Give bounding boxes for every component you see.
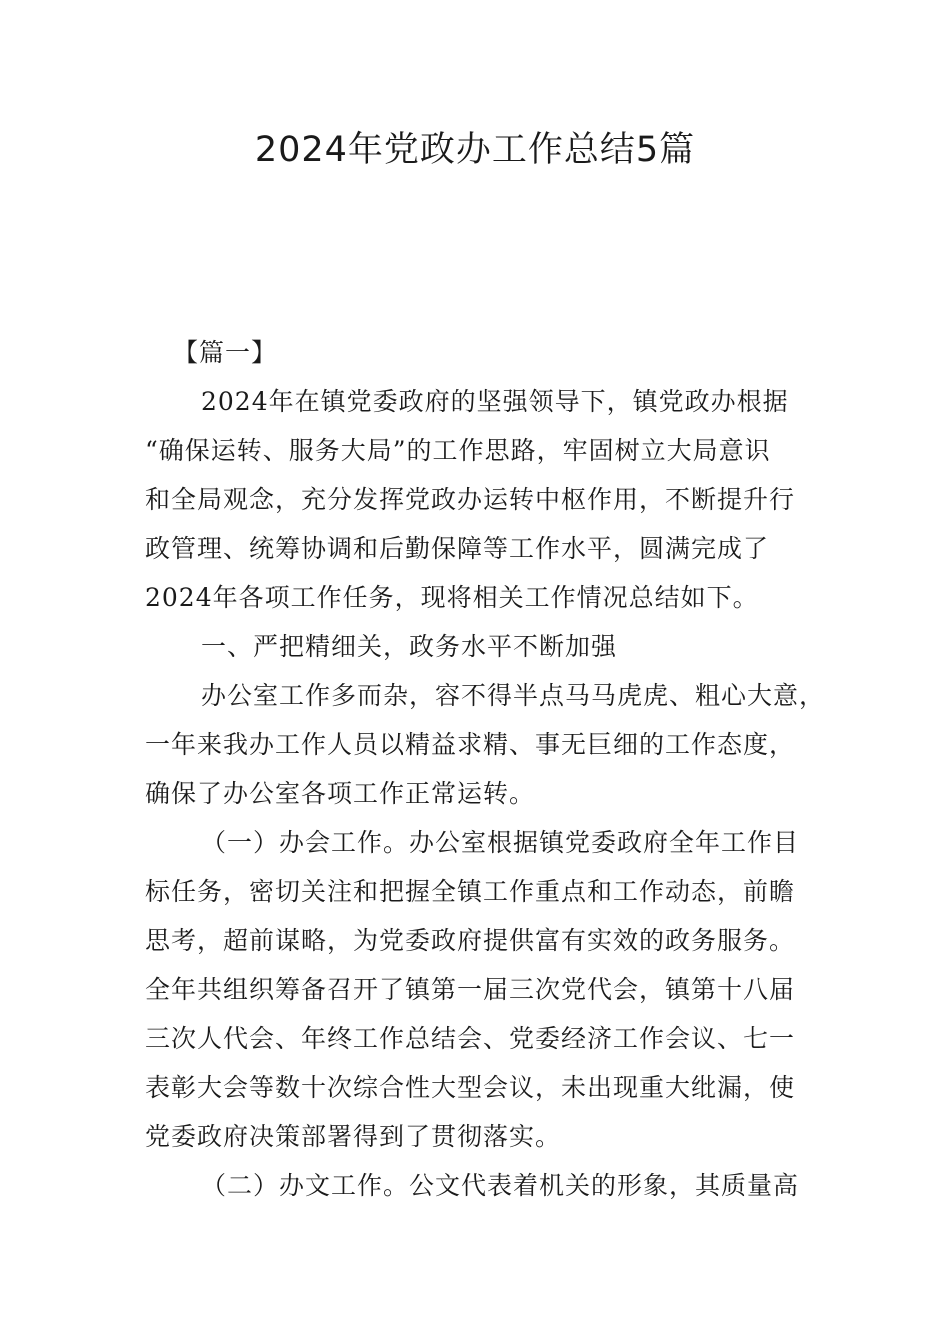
document-body <box>145 328 826 1210</box>
text-line: 全年共组织筹备召开了镇第一届三次党代会，镇第十八届 <box>145 975 796 1004</box>
text-line: 思考，超前谋略，为党委政府提供富有实效的政务服务。 <box>145 926 796 955</box>
text-line: 2024年在镇党委政府的坚强领导下，镇党政办根据 <box>201 387 789 416</box>
text-line: 三次人代会、年终工作总结会、党委经济工作会议、七一 <box>145 1024 796 1053</box>
text-line: （二）办文工作。公文代表着机关的形象，其质量高 <box>201 1171 800 1200</box>
text-line: 表彰大会等数十次综合性大型会议，未出现重大纰漏，使 <box>145 1073 796 1102</box>
text-line: （一）办会工作。办公室根据镇党委政府全年工作目 <box>201 828 800 857</box>
text-line: 一、严把精细关，政务水平不断加强 <box>201 632 618 661</box>
text-line: 政管理、统筹协调和后勤保障等工作水平，圆满完成了 <box>145 534 770 563</box>
text-line: “确保运转、服务大局”的工作思路，牢固树立大局意识 <box>145 436 771 465</box>
text-line: 一年来我办工作人员以精益求精、事无巨细的工作态度， <box>145 730 796 759</box>
text-line: 和全局观念，充分发挥党政办运转中枢作用，不断提升行 <box>145 485 796 514</box>
document-title: 2024年党政办工作总结5篇 <box>254 130 696 170</box>
text-line: 【篇一】 <box>173 338 278 367</box>
text-line: 党委政府决策部署得到了贯彻落实。 <box>145 1122 562 1151</box>
text-line: 办公室工作多而杂，容不得半点马马虎虎、粗心大意， <box>201 681 826 710</box>
text-line: 标任务，密切关注和把握全镇工作重点和工作动态，前瞻 <box>145 877 796 906</box>
text-line: 2024年各项工作任务，现将相关工作情况总结如下。 <box>145 583 759 612</box>
text-line: 确保了办公室各项工作正常运转。 <box>145 779 536 808</box>
